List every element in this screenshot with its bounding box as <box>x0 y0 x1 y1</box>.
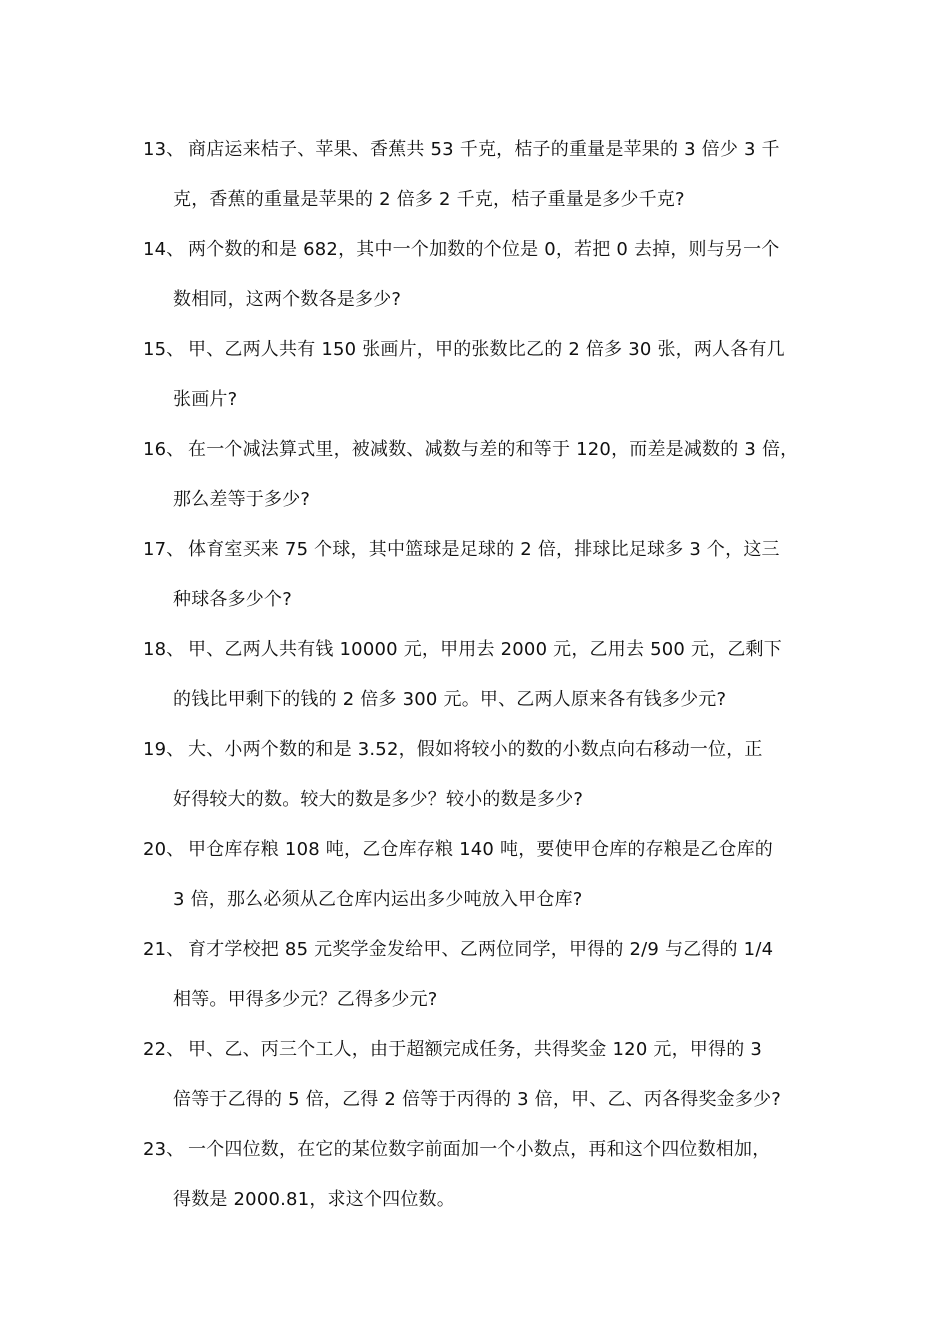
problem-19 <box>143 731 823 831</box>
problem-text: 育才学校把 85 元奖学金发给甲、乙两位同学，甲得的 2/9 与乙得的 1/4 <box>188 939 774 960</box>
problem-number: 19、 <box>143 739 185 760</box>
problem-line-2: 相等。甲得多少元？乙得多少元? <box>173 989 438 1010</box>
problem-line-1 <box>143 931 823 981</box>
problem-number: 13、 <box>143 139 185 160</box>
problem-line-1 <box>143 131 823 181</box>
problem-text: 两个数的和是 682，其中一个加数的个位是 0，若把 0 去掉，则与另一个 <box>188 239 780 260</box>
problem-text: 大、小两个数的和是 3.52，假如将较小的数的小数点向右移动一位，正 <box>188 739 763 760</box>
problem-21 <box>143 931 823 1031</box>
problem-20 <box>143 831 823 931</box>
problem-line-2: 那么差等于多少? <box>173 489 311 510</box>
problem-number: 20、 <box>143 839 185 860</box>
problem-number: 17、 <box>143 539 185 560</box>
problem-line-2: 3 倍，那么必须从乙仓库内运出多少吨放入甲仓库? <box>173 889 583 910</box>
problem-18 <box>143 631 823 731</box>
problem-number: 21、 <box>143 939 185 960</box>
problem-number: 23、 <box>143 1139 185 1160</box>
problem-line-2: 好得较大的数。较大的数是多少？较小的数是多少? <box>173 789 584 810</box>
problem-line-2: 克，香蕉的重量是苹果的 2 倍多 2 千克，桔子重量是多少千克? <box>173 189 685 210</box>
problem-number: 18、 <box>143 639 185 660</box>
problem-line-1 <box>143 1131 823 1181</box>
problem-text: 商店运来桔子、苹果、香蕉共 53 千克，桔子的重量是苹果的 3 倍少 3 千 <box>188 139 780 160</box>
problem-23 <box>143 1131 823 1231</box>
problem-line-2: 倍等于乙得的 5 倍，乙得 2 倍等于丙得的 3 倍，甲、乙、丙各得奖金多少? <box>173 1089 782 1110</box>
problem-16 <box>143 431 823 531</box>
problem-line-1 <box>143 231 823 281</box>
problem-22 <box>143 1031 823 1131</box>
problem-14 <box>143 231 823 331</box>
problem-list <box>143 131 823 1231</box>
problem-15 <box>143 331 823 431</box>
problem-number: 14、 <box>143 239 185 260</box>
problem-line-2: 张画片? <box>173 389 238 410</box>
problem-line-1 <box>143 1031 823 1081</box>
problem-line-1 <box>143 331 823 381</box>
problem-line-1 <box>143 831 823 881</box>
problem-text: 甲、乙、丙三个工人，由于超额完成任务，共得奖金 120 元，甲得的 3 <box>188 1039 762 1060</box>
problem-text: 甲仓库存粮 108 吨，乙仓库存粮 140 吨，要使甲仓库的存粮是乙仓库的 <box>188 839 773 860</box>
problem-number: 22、 <box>143 1039 185 1060</box>
problem-line-1 <box>143 431 823 481</box>
problem-text: 一个四位数，在它的某位数字前面加一个小数点，再和这个四位数相加， <box>188 1139 771 1160</box>
problem-text: 体育室买来 75 个球，其中篮球是足球的 2 倍，排球比足球多 3 个，这三 <box>188 539 780 560</box>
problem-text: 甲、乙两人共有 150 张画片，甲的张数比乙的 2 倍多 30 张，两人各有几 <box>188 339 785 360</box>
problem-line-2: 得数是 2000.81，求这个四位数。 <box>173 1189 455 1210</box>
problem-line-1 <box>143 731 823 781</box>
problem-text: 在一个减法算式里，被减数、减数与差的和等于 120，而差是减数的 3 倍， <box>188 439 799 460</box>
problem-line-2: 数相同，这两个数各是多少? <box>173 289 402 310</box>
problem-text: 甲、乙两人共有钱 10000 元，甲用去 2000 元，乙用去 500 元，乙剩下 <box>188 639 782 660</box>
problem-number: 16、 <box>143 439 185 460</box>
problem-number: 15、 <box>143 339 185 360</box>
problem-13 <box>143 131 823 231</box>
problem-line-2: 种球各多少个? <box>173 589 292 610</box>
problem-line-1 <box>143 531 823 581</box>
problem-line-1 <box>143 631 823 681</box>
problem-17 <box>143 531 823 631</box>
problem-line-2: 的钱比甲剩下的钱的 2 倍多 300 元。甲、乙两人原来各有钱多少元? <box>173 689 727 710</box>
